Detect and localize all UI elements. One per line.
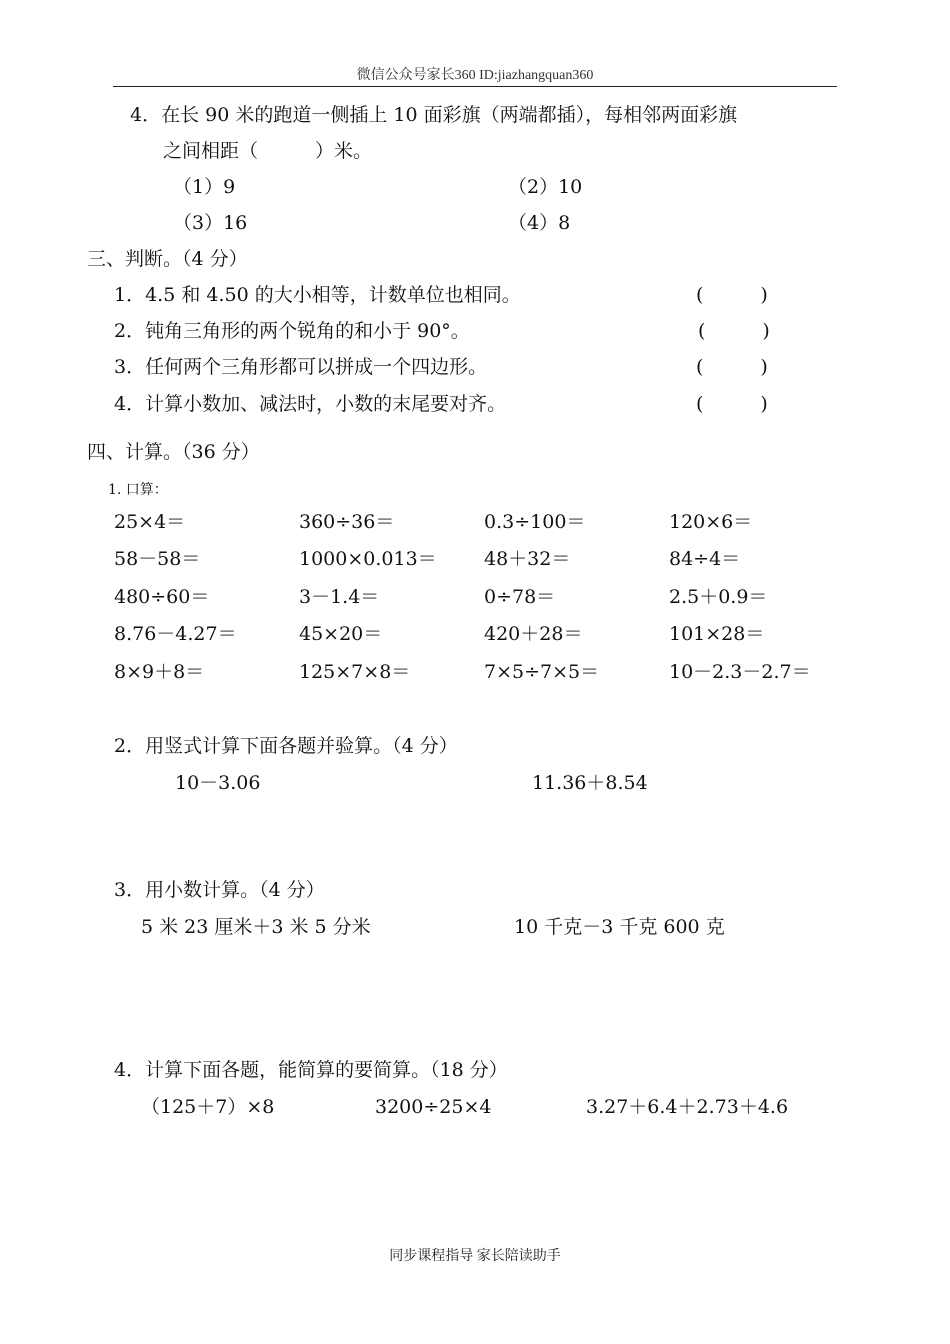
- simplify-title: 4．计算下面各题，能简算的要简算。（18 分）: [114, 1059, 508, 1081]
- judge-bracket-1: ( ): [696, 284, 768, 306]
- q4-line2: 之间相距（ ）米。: [163, 140, 373, 162]
- simplify-problem-3: 3.27＋6.4＋2.73＋4.6: [586, 1096, 789, 1118]
- judge-item-3: 3．任何两个三角形都可以拼成一个四边形。: [114, 356, 488, 378]
- oral-cell: 120×6＝: [669, 511, 753, 533]
- q4-option-2: （2）10: [508, 176, 583, 198]
- oral-cell: 0.3÷100＝: [484, 511, 586, 533]
- judge-item-1: 1．4.5 和 4.50 的大小相等，计数单位也相同。: [114, 284, 521, 306]
- vertical-calc-problem-2: 11.36＋8.54: [532, 772, 648, 794]
- q4-option-4: （4）8: [508, 212, 571, 234]
- judge-bracket-4: ( ): [696, 393, 768, 415]
- oral-cell: 101×28＝: [669, 623, 765, 645]
- oral-cell: 84÷4＝: [669, 548, 741, 570]
- oral-cell: 125×7×8＝: [299, 661, 411, 683]
- simplify-problem-1: （125＋7）×8: [141, 1096, 275, 1118]
- oral-title: 1. 口算：: [108, 482, 168, 498]
- q4-option-1: （1）9: [173, 176, 236, 198]
- oral-cell: 2.5＋0.9＝: [669, 586, 768, 608]
- oral-cell: 8×9＋8＝: [114, 661, 205, 683]
- page-footer: 同步课程指导 家长陪读助手: [389, 1249, 561, 1264]
- oral-cell: 1000×0.013＝: [299, 548, 437, 570]
- oral-cell: 7×5÷7×5＝: [484, 661, 600, 683]
- judge-item-4: 4．计算小数加、减法时，小数的末尾要对齐。: [114, 393, 507, 415]
- oral-cell: 360÷36＝: [299, 511, 395, 533]
- vertical-calc-problem-1: 10－3.06: [175, 772, 261, 794]
- oral-cell: 8.76－4.27＝: [114, 623, 237, 645]
- decimal-calc-problem-1: 5 米 23 厘米＋3 米 5 分米: [141, 916, 371, 938]
- oral-cell: 25×4＝: [114, 511, 186, 533]
- judge-bracket-3: ( ): [696, 356, 768, 378]
- oral-cell: 45×20＝: [299, 623, 383, 645]
- page-header: 微信公众号家长360 ID:jiazhangquan360: [356, 68, 594, 83]
- oral-cell: 10－2.3－2.7＝: [669, 661, 811, 683]
- oral-cell: 480÷60＝: [114, 586, 210, 608]
- oral-cell: 3－1.4＝: [299, 586, 380, 608]
- oral-cell: 0÷78＝: [484, 586, 556, 608]
- header-divider: [113, 86, 837, 87]
- decimal-calc-title: 3．用小数计算。（4 分）: [114, 879, 325, 901]
- oral-cell: 48＋32＝: [484, 548, 571, 570]
- judge-bracket-2: ( ): [698, 320, 770, 342]
- q4-option-3: （3）16: [173, 212, 248, 234]
- simplify-problem-2: 3200÷25×4: [375, 1096, 492, 1118]
- judge-item-2: 2．钝角三角形的两个锐角的和小于 90°。: [114, 320, 470, 342]
- oral-cell: 58－58＝: [114, 548, 201, 570]
- oral-cell: 420＋28＝: [484, 623, 583, 645]
- section3-title: 三、判断。（4 分）: [87, 248, 248, 270]
- decimal-calc-problem-2: 10 千克－3 千克 600 克: [514, 916, 725, 938]
- vertical-calc-title: 2．用竖式计算下面各题并验算。（4 分）: [114, 735, 458, 757]
- q4-line1: 4．在长 90 米的跑道一侧插上 10 面彩旗（两端都插），每相邻两面彩旗: [130, 104, 738, 126]
- section4-title: 四、计算。（36 分）: [87, 441, 260, 463]
